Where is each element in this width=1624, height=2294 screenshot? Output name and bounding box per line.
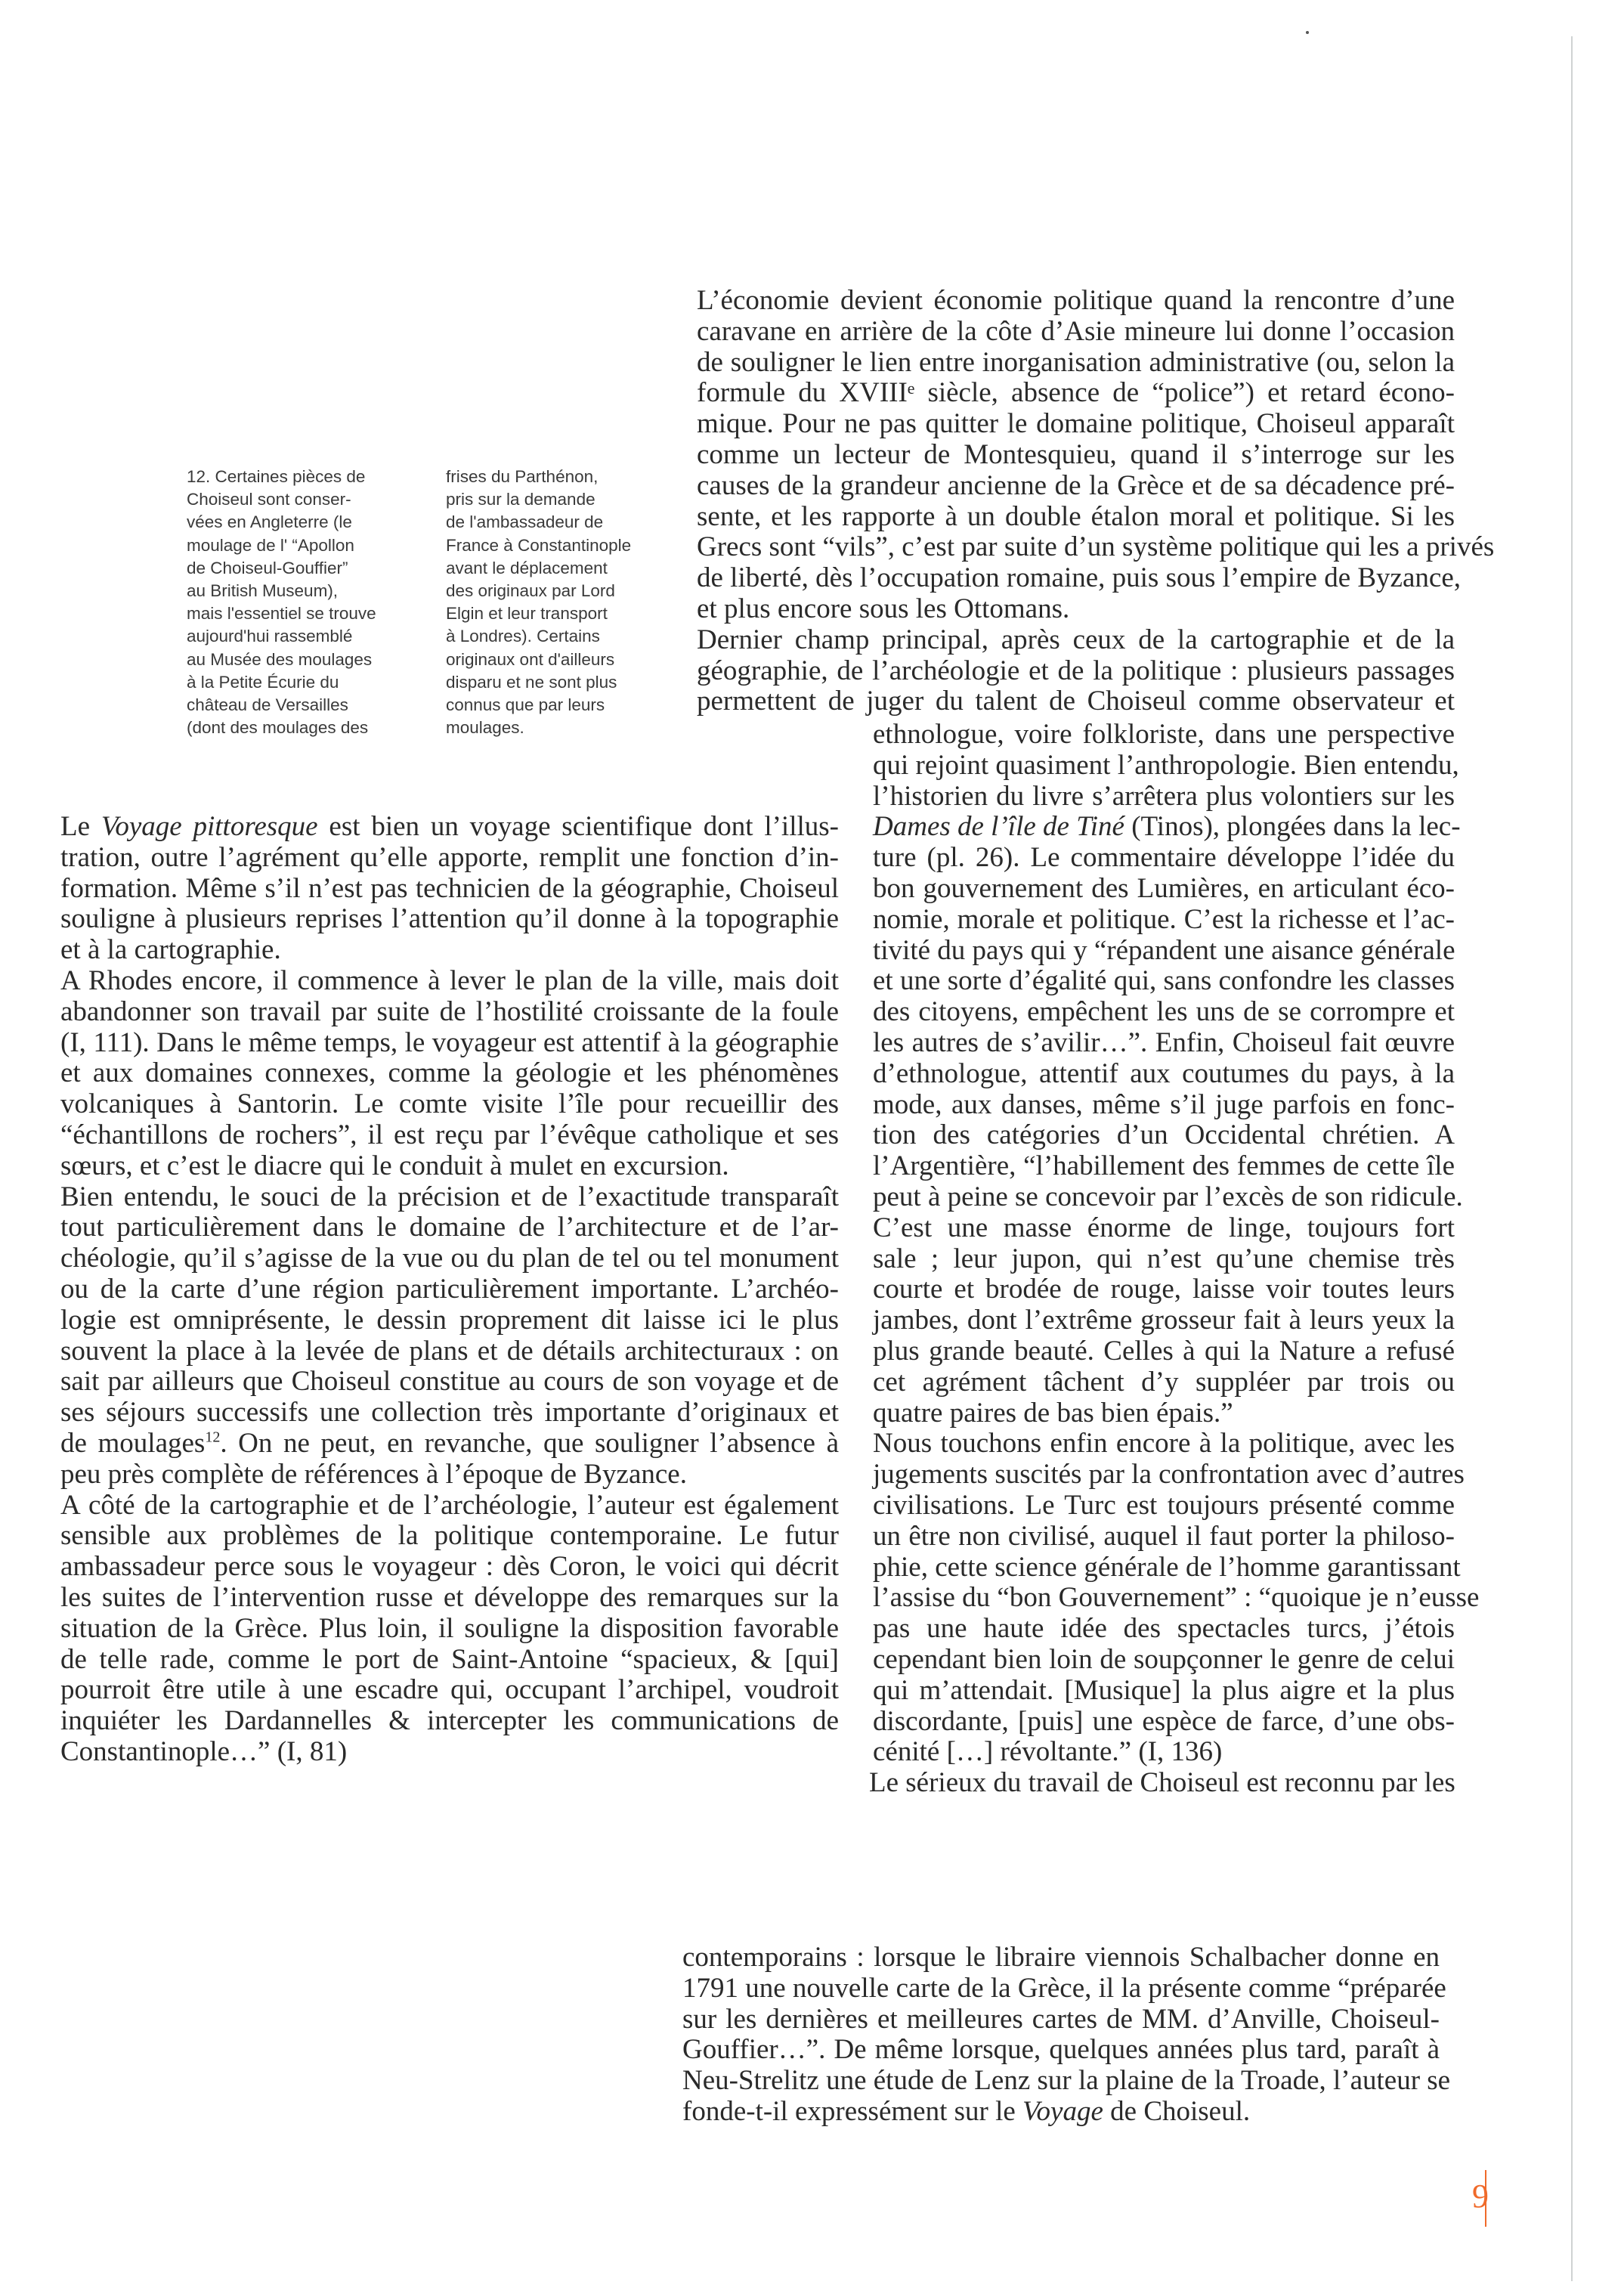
text-line: comme un lecteur de Montesquieu, quand il s’interroge sur les (697, 439, 1455, 470)
text-span: fonde-t-il expressément sur le (682, 2096, 1023, 2127)
text-line: les suites de l’intervention russe et développe des remarques sur la (60, 1582, 839, 1613)
text-line: courte et brodée de rouge, laisse voir toutes leurs (873, 1274, 1455, 1305)
text-line: formation. Même s’il n’est pas technicien de la géographie, Choiseul (60, 872, 839, 904)
text-line: ou de la carte d’une région particulièrement importante. L’archéo- (60, 1274, 839, 1305)
text-span: est bien un voyage scientifique dont l’illus- (317, 811, 839, 842)
footnote-line: au British Museum), (187, 581, 339, 600)
text-span: (Tinos), plongées dans la lec- (1124, 811, 1461, 843)
text-line: mique. Pour ne pas quitter le domaine politique, Choiseul apparaît (697, 408, 1455, 440)
text-line: formule du XVIIIᵉ siècle, absence de “police”) et retard écono- (697, 377, 1455, 409)
footnote-line: pris sur la demande (446, 490, 595, 509)
text-line: Le sérieux du travail de Choiseul est reconnu par les (869, 1767, 1455, 1799)
text-line: tion des catégories d’un Occidental chrétien. A (873, 1119, 1455, 1151)
text-line: causes de la grandeur ancienne de la Grèce et de sa décadence pré- (697, 469, 1455, 501)
text-line: quatre paires de bas bien épais.” (873, 1397, 1233, 1429)
page-edge-rule (1571, 36, 1573, 2281)
text-line: Nous touchons enfin encore à la politique, avec les (873, 1428, 1455, 1460)
text-line (682, 2096, 1440, 2127)
text-line: discordante, [puis] une espèce de farce, d’une obs- (873, 1705, 1455, 1737)
footnote-12-continued (446, 466, 665, 753)
text-line: sente, et les rapporte à un double étalon moral et politique. Si les (697, 500, 1455, 532)
text-line: qui m’attendait. [Musique] la plus aigre et la plus (873, 1674, 1455, 1706)
text-line: caravane en arrière de la côte d’Asie mineure lui donne l’occasion (697, 315, 1455, 347)
text-line: volcaniques à Santorin. Le comte visite l’île pour recueillir des (60, 1088, 839, 1120)
text-line (60, 1428, 839, 1459)
text-line: l’Argentière, “l’habillement des femmes de cette île (873, 1150, 1455, 1182)
text-line: civilisations. Le Turc est toujours présenté comme (873, 1490, 1455, 1521)
footnote-line: de Choiseul-Gouffier” (187, 558, 348, 577)
text-line: Gouffier…”. De même lorsque, quelques années plus tard, paraît à (682, 2034, 1440, 2066)
text-span: . On ne peut, en revanche, que souligner l’absence à (220, 1428, 839, 1459)
text-line: A Rhodes encore, il commence à lever le plan de la ville, mais doit (60, 965, 839, 996)
text-line: logie est omniprésente, le dessin proprement dit laisse ici le plus (60, 1304, 839, 1336)
text-line: pourroit être utile à une escadre qui, occupant l’archipel, voudroit (60, 1674, 839, 1706)
footnote-line: mais l'essentiel se trouve (187, 604, 376, 624)
text-line: qui rejoint quasiment l’anthropologie. Bien entendu, (873, 749, 1459, 781)
text-line: d’ethnologue, attentif aux coutumes du pays, à la (873, 1057, 1455, 1089)
footnote-line: au Musée des moulages (187, 649, 373, 669)
footnote-line: France à Constantinople (446, 535, 632, 555)
text-line: souligne à plusieurs reprises l’attention qu’il donne à la topographie (60, 903, 839, 935)
footnote-line: moulages. (446, 718, 524, 738)
footnote-line: disparu et ne sont plus (446, 672, 617, 692)
footnote-line: moulage de l' “Apollon (187, 535, 354, 555)
text-line: Bien entendu, le souci de la précision et de l’exactitude transparaît (60, 1181, 839, 1212)
footnote-line: vées en Angleterre (le (187, 512, 352, 532)
footnote-line: Elgin et leur transport (446, 604, 608, 624)
text-line: de liberté, dès l’occupation romaine, puis sous l’empire de Byzance, (697, 562, 1461, 594)
text-line: et aux domaines connexes, comme la géologie et les phénomènes (60, 1057, 839, 1089)
text-line: ses séjours successifs une collection très importante d’originaux et (60, 1397, 839, 1429)
footnote-line: avant le déplacement (446, 558, 608, 577)
text-line: de telle rade, comme le port de Saint-Antoine “spacieux, & [qui] (60, 1643, 839, 1675)
footnote-line: aujourd'hui rassemblé (187, 627, 353, 646)
italic-title: Voyage (1022, 2096, 1103, 2127)
text-line: A côté de la cartographie et de l’archéologie, l’auteur est également (60, 1489, 839, 1521)
text-line: contemporains : lorsque le libraire viennois Schalbacher donne en (682, 1942, 1440, 1973)
text-line: abandonner son travail par suite de l’hostilité croissante de la foule (60, 995, 839, 1027)
footnote-line: de l'ambassadeur de (446, 512, 604, 532)
text-line: L’économie devient économie politique quand la rencontre d’une (697, 285, 1455, 316)
text-line: pas une haute idée des spectacles turcs, j’étois (873, 1613, 1455, 1645)
footnote-reference[interactable]: 12 (205, 1429, 221, 1446)
text-line: tration, outre l’agrément qu’elle apporte, remplit une fonction d’in- (60, 841, 839, 873)
text-line: 1791 une nouvelle carte de la Grèce, il la présente comme “préparée (682, 1972, 1446, 2004)
text-line: sale ; leur jupon, qui n’est qu’une chemise très (873, 1243, 1455, 1274)
text-line: des citoyens, empêchent les uns de se corrompre et (873, 996, 1455, 1028)
text-line: bon gouvernement des Lumières, en articulant éco- (873, 873, 1455, 904)
text-span: de moulages (60, 1428, 206, 1459)
text-line: nomie, morale et politique. C’est la richesse et l’ac- (873, 903, 1455, 935)
footnote-line: Choiseul sont conser- (187, 490, 351, 509)
text-line: jugements suscités par la confrontation avec d’autres (873, 1459, 1465, 1491)
text-line: tivité du pays qui y “répandent une aisance générale (873, 934, 1455, 966)
text-line: ture (pl. 26). Le commentaire développe l’idée du (873, 842, 1455, 874)
text-line: permettent de juger du talent de Choiseul comme observateur et (697, 686, 1455, 717)
text-line: C’est une masse énorme de linge, toujours fort (873, 1212, 1455, 1243)
text-line: et une sorte d’égalité qui, sans confondre les classes (873, 965, 1455, 997)
footnote-line: château de Versailles (187, 695, 348, 714)
text-line: et à la cartographie. (60, 934, 281, 966)
text-line: cet agrément tâchent d’y suppléer par trois ou (873, 1366, 1455, 1398)
text-line: l’assise du “bon Gouvernement” : “quoique je n’eusse (873, 1582, 1480, 1614)
scan-speck (1306, 31, 1309, 34)
text-line: Grecs sont “vils”, c’est par suite d’un système politique qui les a privés (697, 531, 1495, 563)
italic-title: Dames de l’île de Tiné (873, 811, 1124, 843)
text-line: plus grande beauté. Celles à qui la Nature a refusé (873, 1336, 1455, 1367)
text-line: l’historien du livre s’arrêtera plus volontiers sur les (873, 780, 1455, 812)
text-line: ambassadeur perce sous le voyageur : dès Coron, le voici qui décrit (60, 1551, 839, 1583)
text-line: Neu-Strelitz une étude de Lenz sur la plaine de la Troade, l’auteur se (682, 2065, 1451, 2097)
text-line: peu près complète de références à l’époque de Byzance. (60, 1458, 687, 1490)
text-line: sur les dernières et meilleures cartes de MM. d’Anville, Choiseul- (682, 2003, 1440, 2035)
footnote-line: (dont des moulages des (187, 718, 369, 738)
text-line: mode, aux danses, même s’il juge parfois en fonc- (873, 1088, 1455, 1120)
text-line: peut à peine se concevoir par l’excès de son ridicule. (873, 1181, 1463, 1212)
text-line: et plus encore sous les Ottomans. (697, 593, 1070, 624)
text-line: “échantillons de rochers”, il est reçu par l’évêque catholique et ses (60, 1119, 839, 1150)
page-number: 9 (1472, 2178, 1489, 2215)
text-line: Dernier champ principal, après ceux de la cartographie et de la (697, 624, 1455, 655)
footnote-line: des originaux par Lord (446, 581, 615, 600)
footnote-12 (187, 466, 406, 753)
text-line: géographie, de l’archéologie et de la politique : plusieurs passages (697, 655, 1455, 686)
text-line: de souligner le lien entre inorganisation administrative (ou, selon la (697, 346, 1455, 378)
text-line: les autres de s’avilir…”. Enfin, Choiseul fait œuvre (873, 1027, 1455, 1058)
footnote-line: frises du Parthénon, (446, 467, 599, 486)
text-line: un être non civilisé, auquel il faut porter la philoso- (873, 1520, 1455, 1552)
text-line: cependant bien loin de soupçonner le genre de celui (873, 1644, 1455, 1675)
text-line: situation de la Grèce. Plus loin, il souligne la disposition favorable (60, 1612, 839, 1644)
footnote-line: connus que par leurs (446, 695, 605, 714)
text-line: ethnologue, voire folkloriste, dans une perspective (873, 719, 1455, 750)
text-line (60, 811, 839, 842)
text-line: jambes, dont l’extrême grosseur fait à leurs yeux la (873, 1305, 1455, 1336)
text-line: chéologie, qu’il s’agisse de la vue ou du plan de tel ou tel monument (60, 1243, 839, 1274)
text-line: sait par ailleurs que Choiseul constitue au cours de son voyage et de (60, 1366, 839, 1398)
text-line: (I, 111). Dans le même temps, le voyageur est attentif à la géographie (60, 1026, 839, 1058)
text-span: de Choiseul. (1103, 2096, 1251, 2127)
text-line: inquiéter les Dardannelles & intercepter les communications de (60, 1705, 839, 1737)
text-span: Le (60, 811, 101, 842)
text-line: phie, cette science générale de l’homme garantissant (873, 1551, 1461, 1583)
italic-title: Voyage pittoresque (101, 811, 318, 842)
text-line: sensible aux problèmes de la politique contemporaine. Le futur (60, 1520, 839, 1552)
footnote-line: 12. Certaines pièces de (187, 467, 366, 486)
text-line: Constantinople…” (I, 81) (60, 1736, 348, 1767)
footnote-line: originaux ont d'ailleurs (446, 649, 615, 669)
text-line: sœurs, et c’est le diacre qui le conduit à mulet en excursion. (60, 1150, 729, 1181)
text-line: cénité […] révoltante.” (I, 136) (873, 1736, 1223, 1768)
text-line: souvent la place à la levée de plans et de détails architecturaux : on (60, 1335, 839, 1367)
footnote-line: à la Petite Écurie du (187, 672, 339, 692)
text-line: tout particulièrement dans le domaine de l’architecture et de l’ar- (60, 1212, 839, 1243)
footnote-line: à Londres). Certains (446, 627, 600, 646)
text-line (873, 811, 1461, 843)
